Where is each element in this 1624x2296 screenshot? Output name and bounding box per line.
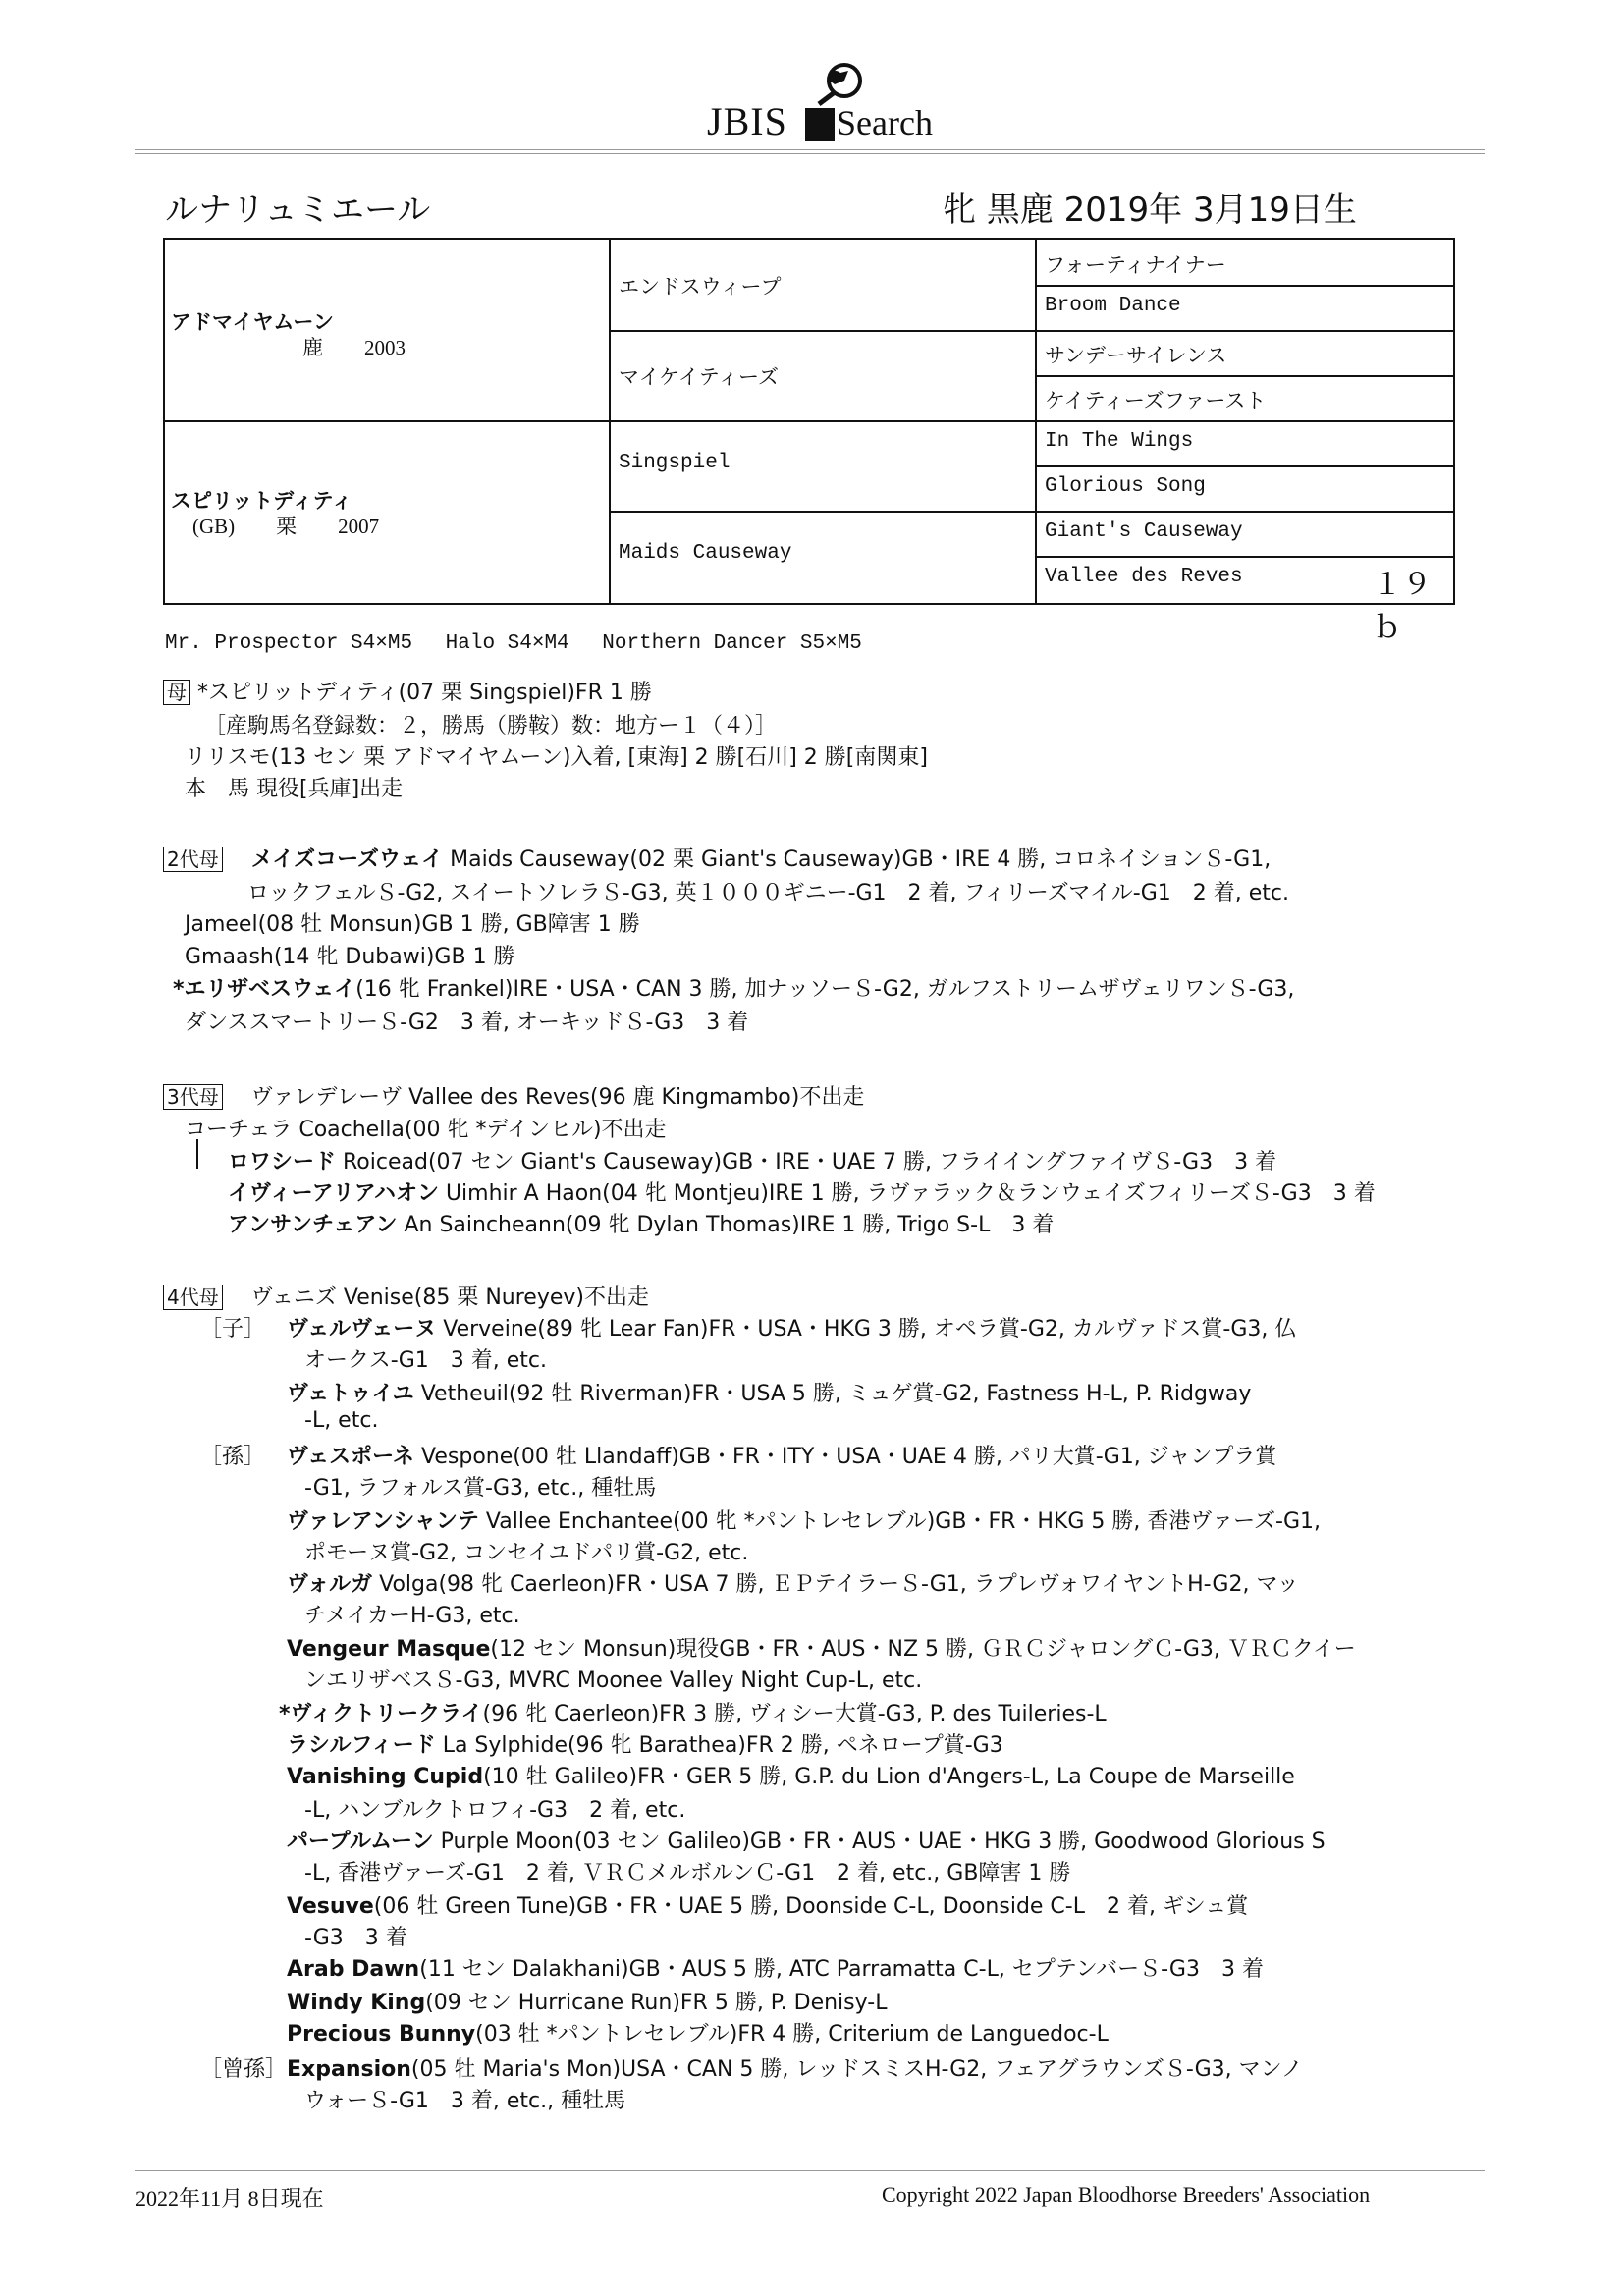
horse-name-bold: Vesuve <box>287 1894 374 1919</box>
gen4-line <box>304 1793 685 1824</box>
record-text: La Sylphide(96 牝 Barathea)FR 2 勝, ペネロープ賞-G3 <box>435 1733 1003 1758</box>
gen4-line <box>287 1440 1276 1470</box>
record-text: (96 牝 Caerleon)FR 3 勝, ヴィシー大賞-G3, P. des Tuileries-L <box>482 1702 1107 1726</box>
gen4-line <box>287 1728 1003 1759</box>
section-tag-gen3: 3代母 <box>163 1084 223 1110</box>
ped-g3-3: サンデーサイレンス <box>1045 344 1227 367</box>
gen4-line <box>279 1697 1107 1727</box>
logo-box <box>805 108 835 141</box>
gen4-label-child: ［子］ <box>200 1317 266 1341</box>
record-text: ウォーＳ-G1 3 着, etc., 種牡馬 <box>304 2089 626 2113</box>
ped-g2-3: Singspiel <box>619 452 731 474</box>
horse-name-bold: *ヴィクトリークライ <box>279 1702 483 1726</box>
jbis-search-logo <box>703 57 958 145</box>
header-rule-2 <box>135 153 1485 154</box>
horse-name-bold: ヴォルガ <box>287 1572 373 1597</box>
record-text: ポモーヌ賞-G2, コンセイユドパリ賞-G2, etc. <box>304 1541 749 1565</box>
gen4-line <box>287 1312 1296 1342</box>
record-text: Jameel(08 牡 Monsun)GB 1 勝, GB障害 1 勝 <box>185 912 640 937</box>
dam-line-1 <box>163 676 652 706</box>
dam-line-3: リリスモ(13 セン 栗 アドマイヤムーン)入着, [東海] 2 勝[石川] 2 勝[南関東] <box>185 745 928 770</box>
logo-search-text: Search <box>837 103 933 142</box>
horse-name-bold: Vengeur Masque <box>287 1637 491 1662</box>
ped-g3-5: In The Wings <box>1045 430 1194 453</box>
section-tag-dam: 母 <box>163 680 190 705</box>
gen4-line <box>287 1567 1299 1598</box>
record-text: ヴェニズ Venise(85 栗 Nureyev)不出走 <box>250 1285 649 1310</box>
ped-g3-1: フォーティナイナー <box>1045 253 1226 277</box>
record-text: (06 牡 Green Tune)GB・FR・UAE 5 勝, Doonside C-L, Doonside C-L 2 着, ギシュ賞 <box>373 1894 1249 1919</box>
horse-name-bold: ヴェトゥイユ <box>287 1382 414 1406</box>
record-text: ンエリザベスＳ-G3, MVRC Moonee Valley Night Cup-L, etc. <box>304 1668 923 1693</box>
record-text: Volga(98 牝 Caerleon)FR・USA 7 勝, ＥＰテイラーＳ-G1, ラプレヴォワイヤントH-G2, マッ <box>372 1572 1299 1597</box>
record-text: Verveine(89 牝 Lear Fan)FR・USA・HKG 3 勝, オペラ賞-G2, カルヴァドス賞-G3, 仏 <box>436 1317 1297 1341</box>
dam-line-text: *スピリットディティ(07 栗 Singspiel)FR 1 勝 <box>197 681 652 705</box>
gen2-line <box>247 876 1289 906</box>
sire-detail: 鹿 2003 <box>302 336 406 359</box>
horse-name-bold: *エリザベスウェイ <box>173 977 356 1002</box>
horse-name-bold: ヴァレアンシャンテ <box>287 1509 479 1534</box>
gen3-line <box>228 1208 1054 1238</box>
ped-divider <box>1035 556 1453 558</box>
gen4-line <box>287 1889 1248 1920</box>
header-rule <box>135 149 1485 150</box>
family-number: １９ｂ <box>1373 569 1432 644</box>
horse-name-bold: ヴェルヴェーヌ <box>287 1317 437 1341</box>
gen4-line <box>304 1471 656 1502</box>
record-text: Vallee Enchantee(00 牝 *パントレセレブル)GB・FR・HKG 5 勝, 香港ヴァーズ-G1, <box>478 1509 1322 1534</box>
horse-name-bold: メイズコーズウェイ <box>250 847 444 872</box>
ped-g3-8: Vallee des Reves <box>1045 566 1243 588</box>
ped-g2-4: Maids Causeway <box>619 542 792 565</box>
gen4-line <box>304 1408 378 1433</box>
ped-g3-7: Giant's Causeway <box>1045 520 1243 543</box>
gen4-line <box>287 1986 887 2016</box>
lineage-bar <box>196 1139 198 1169</box>
horse-name-bold: ヴェスポーネ <box>287 1445 415 1469</box>
record-text: (05 牡 Maria's Mon)USA・CAN 5 勝, レッドスミスH-G2, フェアグラウンズＳ-G3, マンノ <box>410 2057 1303 2082</box>
gen4-line <box>287 1825 1326 1855</box>
ped-g3-4: ケイティーズファースト <box>1045 389 1267 412</box>
gen2-line <box>163 843 1271 873</box>
record-text: ヴァレデレーヴ Vallee des Reves(96 鹿 Kingmambo)不出走 <box>250 1085 865 1110</box>
horse-name-bold: Precious Bunny <box>287 2022 476 2047</box>
record-text: チメイカーH-G3, etc. <box>304 1604 520 1628</box>
record-text: ダンススマートリーＳ-G2 3 着, オーキッドＳ-G3 3 着 <box>185 1011 749 1035</box>
horse-name-bold: イヴィーアリアハオン <box>228 1181 439 1206</box>
dam-line-2: ［産駒馬名登録数：２，勝馬（勝鞍）数：地方ー１（４）］ <box>204 714 778 738</box>
record-text: -G1, ラフォルス賞-G3, etc., 種牡馬 <box>304 1476 657 1501</box>
record-text: (10 牡 Galileo)FR・GER 5 勝, G.P. du Lion d'Angers-L, La Coupe de Marseille <box>483 1765 1295 1789</box>
gen4-line <box>287 1952 1264 1983</box>
ped-g2-1: エンドスウィープ <box>619 275 782 299</box>
dam-name: スピリットディティ <box>171 489 352 513</box>
gen2-line <box>185 940 515 970</box>
record-text: オークス-G1 3 着, etc. <box>304 1348 547 1373</box>
gen2-line <box>185 907 640 938</box>
record-text: Gmaash(14 牝 Dubawi)GB 1 勝 <box>185 945 515 969</box>
gen2-line <box>185 1006 748 1036</box>
record-text: Purple Moon(03 セン Galileo)GB・FR・AUS・UAE・HKG 3 勝, Goodwood Glorious S <box>433 1830 1326 1854</box>
gen4-line <box>304 1921 407 1951</box>
gen4-label-grandchild: ［孫］ <box>200 1445 266 1469</box>
ped-divider <box>1035 285 1453 287</box>
gen3-line <box>185 1113 667 1143</box>
gen3-line <box>228 1176 1376 1207</box>
record-text: Maids Causeway(02 栗 Giant's Causeway)GB・IRE 4 勝, コロネイションＳ-G1, <box>443 847 1272 872</box>
record-text: -L, ハンブルクトロフィ-G3 2 着, etc. <box>304 1798 686 1823</box>
horse-info: 牝 黒鹿 2019年 3月19日生 <box>943 191 1357 230</box>
ped-g3-6: Glorious Song <box>1045 475 1206 498</box>
horse-name-bold: パープルムーン <box>287 1830 434 1854</box>
ped-divider <box>609 511 1453 513</box>
ped-g2-2: マイケイティーズ <box>619 365 779 389</box>
gen4-line <box>304 1664 922 1694</box>
gen4-line <box>304 1343 547 1374</box>
section-tag-gen2: 2代母 <box>163 847 223 872</box>
dam-detail: (GB) 栗 2007 <box>192 515 380 538</box>
record-text: (16 牝 Frankel)IRE・USA・CAN 3 勝, 加ナッソーＳ-G2, ガルフストリームザヴェリワンＳ-G3, <box>355 977 1295 1002</box>
horse-name-bold: Windy King <box>287 1991 426 2015</box>
gen4-line <box>287 1760 1295 1790</box>
gen4-line <box>287 2017 1109 2048</box>
inbreeding-line: Mr. Prospector S4×M5 Halo S4×M4 Northern Dancer S5×M5 <box>165 632 862 655</box>
record-text: -G3 3 着 <box>304 1926 407 1950</box>
horse-name-bold: Arab Dawn <box>287 1957 420 1982</box>
dam-line-4: 本 馬 現役[兵庫]出走 <box>185 777 404 801</box>
gen2-line <box>173 972 1294 1003</box>
record-text: (09 セン Hurricane Run)FR 5 勝, P. Denisy-L <box>425 1991 888 2015</box>
horse-name-bold: ロワシード <box>228 1150 337 1175</box>
gen4-line <box>304 1856 1070 1886</box>
record-text: (03 牡 *パントレセレブル)FR 4 勝, Criterium de Languedoc-L <box>475 2022 1109 2047</box>
logo-jbis-text: JBIS <box>707 99 787 143</box>
gen4-line <box>287 2052 1303 2083</box>
record-text: Vetheuil(92 牡 Riverman)FR・USA 5 勝, ミュゲ賞-G2, Fastness H-L, P. Ridgway <box>413 1382 1252 1406</box>
ped-divider <box>165 420 1453 422</box>
gen3-line <box>163 1080 864 1111</box>
record-text: (12 セン Monsun)現役GB・FR・AUS・NZ 5 勝, ＧＲＣジャロングＣ-G3, ＶＲＣクイー <box>490 1637 1356 1662</box>
record-text: -L, etc. <box>304 1408 379 1433</box>
record-text: ロックフェルＳ-G2, スイートソレラＳ-G3, 英１０００ギニー-G1 2 着, フィリーズマイル-G1 2 着, etc. <box>247 881 1290 905</box>
horse-name-bold: Expansion <box>287 2057 411 2082</box>
footer-date: 2022年11月 8日現在 <box>135 2186 324 2211</box>
footer-rule <box>135 2170 1485 2171</box>
gen4-line <box>287 1504 1321 1535</box>
gen3-line <box>228 1145 1276 1175</box>
record-text: Vespone(00 牡 Llandaff)GB・FR・ITY・USA・UAE 4 勝, パリ大賞-G1, ジャンプラ賞 <box>414 1445 1277 1469</box>
record-text: (11 セン Dalakhani)GB・AUS 5 勝, ATC Parramatta C-L, セプテンバーＳ-G3 3 着 <box>419 1957 1264 1982</box>
record-text: Uimhir A Haon(04 牝 Montjeu)IRE 1 勝, ラヴァラック＆ランウェイズフィリーズＳ-G3 3 着 <box>438 1181 1376 1206</box>
ped-g3-2: Broom Dance <box>1045 295 1181 317</box>
sire-name: アドマイヤムーン <box>171 310 334 334</box>
gen4-line <box>304 2084 625 2114</box>
record-text: Roicead(07 セン Giant's Causeway)GB・IRE・UAE 7 勝, フライイングファイヴＳ-G3 3 着 <box>336 1150 1277 1175</box>
ped-divider <box>1035 465 1453 467</box>
gen4-line <box>287 1377 1251 1407</box>
footer-copyright: Copyright 2022 Japan Bloodhorse Breeders' Association <box>882 2182 1371 2207</box>
record-text: コーチェラ Coachella(00 牝 *デインヒル)不出走 <box>185 1118 667 1142</box>
record-text: -L, 香港ヴァーズ-G1 2 着, ＶＲＣメルボルンＣ-G1 2 着, etc., GB障害 1 勝 <box>304 1861 1071 1886</box>
gen4-line <box>287 1632 1356 1663</box>
gen4-line <box>304 1536 748 1566</box>
gen4-line <box>163 1281 649 1311</box>
horse-name: ルナリュミエール <box>165 191 431 230</box>
horse-name-bold: アンサンチェアン <box>228 1213 398 1237</box>
ped-divider <box>609 330 1453 332</box>
ped-divider <box>1035 375 1453 377</box>
section-tag-gen4: 4代母 <box>163 1285 223 1310</box>
record-text: An Saincheann(09 牝 Dylan Thomas)IRE 1 勝, Trigo S-L 3 着 <box>397 1213 1055 1237</box>
gen4-line <box>304 1599 520 1629</box>
horse-name-bold: ラシルフィード <box>287 1733 436 1758</box>
horse-name-bold: Vanishing Cupid <box>287 1765 484 1789</box>
gen4-label-great-grandchild: ［曾孫］ <box>200 2057 288 2082</box>
